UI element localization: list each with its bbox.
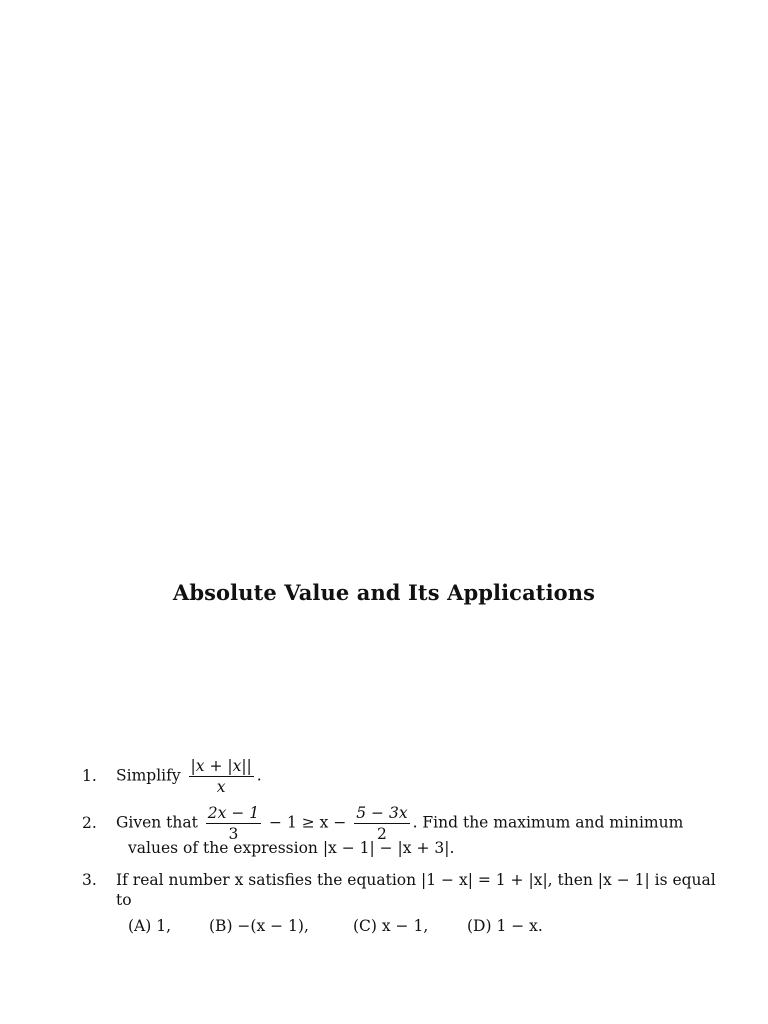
problem-tail: .: [256, 766, 262, 785]
problem-lead: Simplify: [116, 766, 181, 785]
choice-b: (B) −(x − 1),: [209, 917, 309, 935]
problem-number: 1.: [82, 767, 97, 785]
fraction-denominator: x: [216, 778, 226, 796]
problem-continuation: to: [116, 891, 132, 909]
problem-tail: . Find the maximum and minimum: [412, 813, 684, 832]
document-title: Absolute Value and Its Applications: [172, 580, 596, 605]
fraction-denominator: 2: [376, 825, 387, 843]
fraction-numerator: |x + |x||: [190, 757, 252, 775]
inequality-middle: − 1 ≥ x −: [269, 813, 347, 832]
problem-continuation: values of the expression |x − 1| − |x + 3|.: [128, 839, 455, 857]
fraction-numerator: 5 − 3x: [356, 804, 408, 822]
choice-c: (C) x − 1,: [353, 917, 429, 935]
problem-text: [116, 756, 262, 797]
problem-number: 3.: [82, 871, 97, 889]
choice-d: (D) 1 − x.: [467, 917, 543, 935]
problem-lead: Given that: [116, 813, 198, 832]
problem-number: 2.: [82, 814, 97, 832]
choice-a: (A) 1,: [128, 917, 172, 935]
problem-text: If real number x satisfies the equation |1 − x| = 1 + |x|, then |x − 1| is equal: [116, 871, 716, 889]
fraction: [189, 756, 254, 797]
fraction-numerator: 2x − 1: [207, 804, 260, 822]
fraction-denominator: 3: [228, 825, 239, 843]
